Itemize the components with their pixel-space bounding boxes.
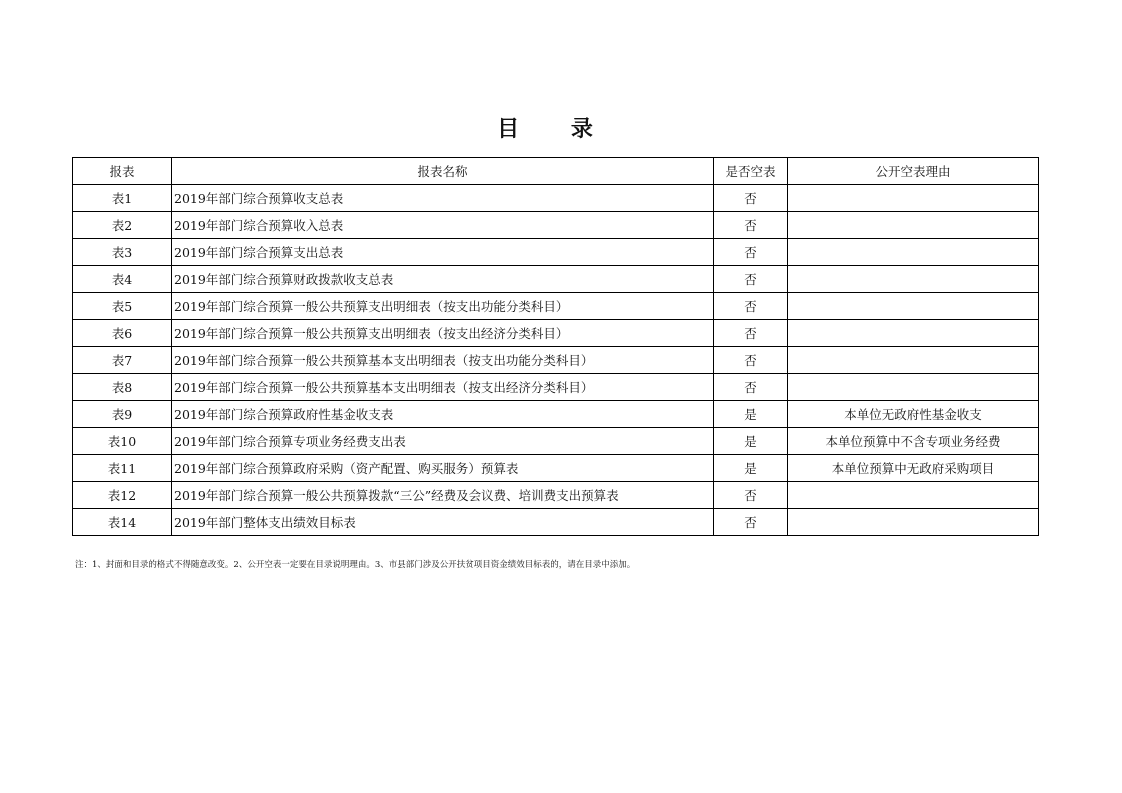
row-name: 2019年部门综合预算专项业务经费支出表	[172, 428, 714, 455]
row-code: 表6	[73, 320, 172, 347]
row-is-empty: 否	[714, 239, 788, 266]
row-is-empty: 是	[714, 428, 788, 455]
row-reason: 本单位无政府性基金收支	[788, 401, 1039, 428]
row-is-empty: 否	[714, 320, 788, 347]
table-row	[73, 239, 1039, 266]
row-code: 表9	[73, 401, 172, 428]
row-reason	[788, 185, 1039, 212]
row-name: 2019年部门综合预算一般公共预算拨款“三公”经费及会议费、培训费支出预算表	[172, 482, 714, 509]
row-code: 表2	[73, 212, 172, 239]
footnote: 注：1、封面和目录的格式不得随意改变。2、公开空表一定要在目录说明理由。3、市县部门涉及公开扶贫项目资金绩效目标表的，请在目录中添加。	[75, 560, 636, 570]
header-is-empty: 是否空表	[714, 158, 788, 185]
row-name: 2019年部门综合预算收入总表	[172, 212, 714, 239]
row-is-empty: 否	[714, 347, 788, 374]
row-reason	[788, 293, 1039, 320]
row-reason	[788, 320, 1039, 347]
row-name: 2019年部门综合预算一般公共预算基本支出明细表（按支出功能分类科目）	[172, 347, 714, 374]
row-name: 2019年部门综合预算一般公共预算支出明细表（按支出功能分类科目）	[172, 293, 714, 320]
row-is-empty: 否	[714, 374, 788, 401]
table-row	[73, 347, 1039, 374]
row-code: 表8	[73, 374, 172, 401]
row-code: 表1	[73, 185, 172, 212]
row-reason: 本单位预算中不含专项业务经费	[788, 428, 1039, 455]
row-code: 表11	[73, 455, 172, 482]
row-reason	[788, 212, 1039, 239]
row-name: 2019年部门综合预算财政拨款收支总表	[172, 266, 714, 293]
row-name: 2019年部门综合预算支出总表	[172, 239, 714, 266]
row-code: 表7	[73, 347, 172, 374]
row-code: 表14	[73, 509, 172, 536]
header-name: 报表名称	[172, 158, 714, 185]
row-reason	[788, 347, 1039, 374]
row-reason	[788, 266, 1039, 293]
row-reason	[788, 374, 1039, 401]
table-row	[73, 293, 1039, 320]
row-reason	[788, 509, 1039, 536]
table-row	[73, 374, 1039, 401]
table-row	[73, 266, 1039, 293]
toc-table	[72, 157, 1039, 536]
row-code: 表5	[73, 293, 172, 320]
row-code: 表4	[73, 266, 172, 293]
row-name: 2019年部门综合预算政府性基金收支表	[172, 401, 714, 428]
table-row	[73, 455, 1039, 482]
table-row	[73, 509, 1039, 536]
row-code: 表12	[73, 482, 172, 509]
row-name: 2019年部门整体支出绩效目标表	[172, 509, 714, 536]
table-row	[73, 482, 1039, 509]
row-is-empty: 否	[714, 482, 788, 509]
row-name: 2019年部门综合预算收支总表	[172, 185, 714, 212]
table-row	[73, 185, 1039, 212]
table-row	[73, 212, 1039, 239]
row-reason: 本单位预算中无政府采购项目	[788, 455, 1039, 482]
row-name: 2019年部门综合预算一般公共预算基本支出明细表（按支出经济分类科目）	[172, 374, 714, 401]
row-code: 表10	[73, 428, 172, 455]
header-row	[73, 158, 1039, 185]
header-reason: 公开空表理由	[788, 158, 1039, 185]
table-row	[73, 320, 1039, 347]
row-reason	[788, 239, 1039, 266]
row-code: 表3	[73, 239, 172, 266]
table-row	[73, 401, 1039, 428]
row-is-empty: 否	[714, 293, 788, 320]
page-title: 目 录	[497, 116, 615, 142]
row-is-empty: 是	[714, 401, 788, 428]
row-is-empty: 是	[714, 455, 788, 482]
row-name: 2019年部门综合预算政府采购（资产配置、购买服务）预算表	[172, 455, 714, 482]
row-is-empty: 否	[714, 266, 788, 293]
row-is-empty: 否	[714, 509, 788, 536]
row-name: 2019年部门综合预算一般公共预算支出明细表（按支出经济分类科目）	[172, 320, 714, 347]
row-reason	[788, 482, 1039, 509]
row-is-empty: 否	[714, 212, 788, 239]
row-is-empty: 否	[714, 185, 788, 212]
table-row	[73, 428, 1039, 455]
header-code: 报表	[73, 158, 172, 185]
